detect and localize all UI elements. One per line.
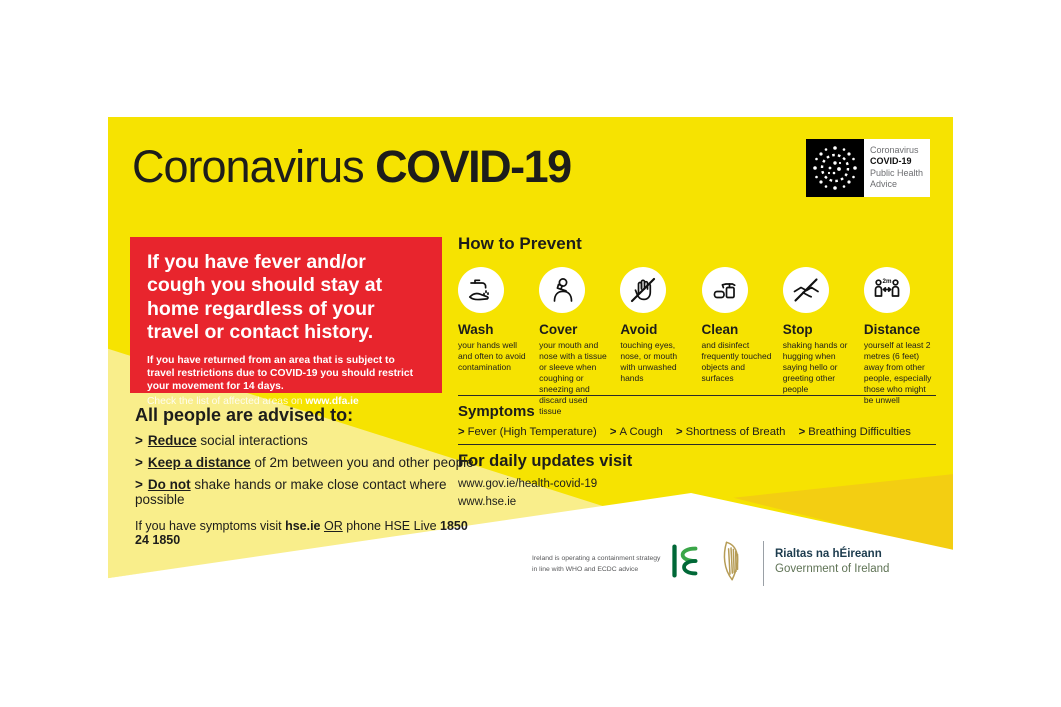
- prevent-item-distance: 2m Distance yourself at least 2 metres (6 feet) away from other people, especially those who might be unwell: [864, 267, 936, 417]
- containment-note: Ireland is operating a containment strategy in line with WHO and ECDC advice: [532, 555, 661, 573]
- gov-english-name: Government of Ireland: [775, 563, 890, 575]
- advice-heading: All people are advised to:: [135, 405, 354, 425]
- chevron-icon: >: [135, 433, 143, 448]
- symptom-cough: > A Cough: [609, 426, 663, 438]
- logo-divider: [763, 541, 764, 586]
- prevent-item-avoid: Avoid touching eyes, nose, or mouth with unwashed hands: [620, 267, 692, 417]
- clean-disinfect-icon: [702, 267, 748, 313]
- badge-line-advice: Advice: [870, 178, 898, 189]
- advice-item-handshake: > Do not shake hands or make close contact where possible: [135, 477, 447, 507]
- alert-subtext: If you have returned from an area that is subject to travel restrictions due to COVID-19 you should restrict your movement for 14 days.: [147, 354, 414, 393]
- hse-site-url: www.hse.ie: [458, 495, 517, 508]
- wash-hands-icon: [458, 267, 504, 313]
- divider-line: [458, 444, 936, 445]
- badge-text: [864, 139, 930, 197]
- badge-line-covid19: COVID-19: [870, 156, 912, 167]
- chevron-icon: >: [609, 426, 617, 438]
- svg-text:2m: 2m: [882, 278, 892, 285]
- title-coronavirus: Coronavirus: [132, 141, 364, 192]
- how-to-prevent-section: [458, 234, 936, 417]
- chevron-icon: >: [798, 426, 806, 438]
- hse-logo: [664, 541, 706, 586]
- alert-check-prefix: Check the list of affected areas on: [147, 395, 306, 407]
- chevron-icon: >: [458, 426, 465, 438]
- symptom-fever: > Fever (High Temperature): [458, 426, 597, 438]
- badge-line-public-health: Public Health: [870, 167, 924, 178]
- hse-phone: 1850 24 1850: [135, 519, 468, 547]
- divider-line: [458, 395, 936, 396]
- poster-title: [132, 141, 571, 193]
- updates-heading: For daily updates visit: [458, 452, 633, 470]
- badge-line-coronavirus: Coronavirus: [870, 145, 919, 155]
- cover-cough-icon: [539, 267, 585, 313]
- chevron-icon: >: [675, 426, 683, 438]
- virus-icon: [806, 139, 864, 197]
- advice-item-reduce: > Reduce social interactions: [135, 433, 308, 448]
- stay-home-alert-box: [130, 237, 442, 407]
- prevent-heading: How to Prevent: [458, 234, 582, 253]
- symptoms-section: [458, 403, 936, 438]
- advice-item-distance: > Keep a distance of 2m between you and other people: [135, 455, 474, 470]
- hse-url: hse.ie: [285, 519, 321, 533]
- symptoms-contact-line: If you have symptoms visit hse.ie OR phone HSE Live 1850 24 1850: [135, 519, 468, 547]
- government-of-ireland-wordmark: [775, 548, 889, 575]
- symptoms-heading: Symptoms: [458, 403, 535, 420]
- symptom-difficulties: > Breathing Difficulties: [798, 426, 911, 438]
- prevent-item-wash: Wash your hands well and often to avoid contamination: [458, 267, 530, 417]
- symptoms-list: [458, 426, 936, 438]
- symptom-breath: > Shortness of Breath: [675, 426, 786, 438]
- dfa-url: www.dfa.ie: [305, 395, 359, 407]
- title-covid19: COVID-19: [375, 141, 571, 192]
- prevent-item-stop: Stop shaking hands or hugging when saying hello or greeting other people: [783, 267, 855, 417]
- covid-poster: [108, 117, 953, 590]
- gov-irish-name: Rialtas na hÉireann: [775, 548, 882, 560]
- gov-covid-url: www.gov.ie/health-covid-19: [458, 478, 598, 490]
- chevron-icon: >: [135, 455, 143, 470]
- daily-updates-section: [458, 452, 936, 512]
- irish-harp-icon: [720, 538, 748, 589]
- prevent-item-clean: Clean and disinfect frequently touched objects and surfaces: [702, 267, 774, 417]
- alert-headline: If you have fever and/or cough you should stay at home regardless of your travel or contact history.: [147, 251, 383, 344]
- public-health-advice-badge: [806, 139, 930, 197]
- avoid-touch-icon: [620, 267, 666, 313]
- prevent-item-cover: Cover your mouth and nose with a tissue or sleeve when coughing or sneezing and discard used tissue: [539, 267, 611, 417]
- advice-section: [135, 405, 475, 547]
- distance-2m-icon: [864, 267, 910, 313]
- stop-handshake-icon: [783, 267, 829, 313]
- chevron-icon: >: [135, 477, 143, 492]
